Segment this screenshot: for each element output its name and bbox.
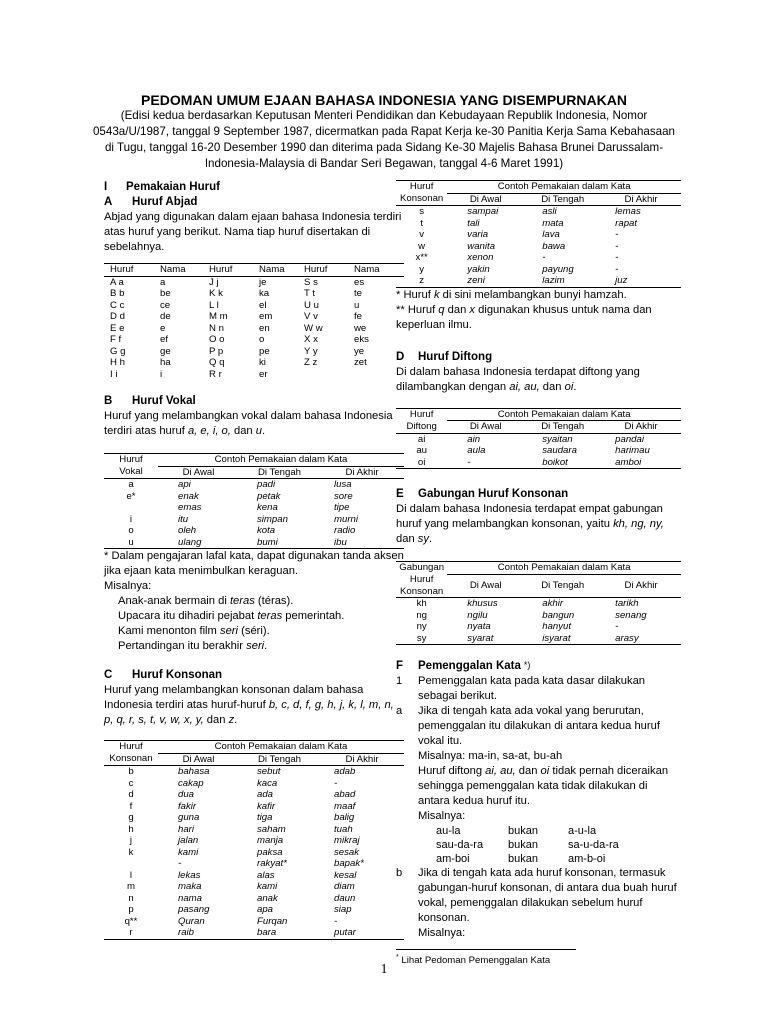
alphabet-row — [104, 323, 404, 335]
consonant-row — [104, 904, 404, 916]
gabungan-cell: tarikh — [615, 598, 639, 609]
alphabet-cell: ha — [160, 357, 171, 368]
alphabet-cell: O o — [209, 334, 225, 345]
alphabet-cell: Y y — [304, 345, 318, 357]
consonant-cell: adab — [334, 766, 356, 777]
consonant-cont-cell: zeni — [467, 275, 485, 286]
gabungan-table: Gabungan Contoh Pemakaian dalam Kata Huruf Di Awal Di Tengah Di Akhir Konsonan kh khusus akhir tarikh ng ngilu bangun senang ny nyata hanyut - sy syarat isyarat arasy — [396, 561, 681, 645]
consonant-row — [104, 835, 404, 847]
gabungan-cell: hanyut — [542, 621, 572, 632]
alphabet-cell: L l — [209, 299, 219, 311]
consonant-row — [104, 778, 404, 790]
consonant-cont-cell: bawa — [542, 240, 566, 252]
vowel-row — [104, 502, 404, 514]
consonant-cell: kafir — [257, 800, 276, 812]
consonant-cont-cell: lemas — [615, 206, 641, 217]
consonant-cell: - — [334, 915, 338, 927]
consonant-cont-cell: x** — [415, 252, 428, 263]
section-E-text: Di dalam bahasa Indonesia terdapat empat gabungan huruf yang melambangkan konsonan, yaitu kh, ng, ny, dan sy. — [396, 503, 664, 545]
vowel-example-3: Kami menonton film seri (séri). — [118, 625, 270, 637]
diftong-cell: - — [467, 456, 471, 468]
consonant-row — [104, 812, 404, 824]
alphabet-cell: u — [354, 299, 360, 311]
alphabet-cell: G g — [110, 345, 126, 357]
gabungan-cell: arasy — [615, 632, 639, 644]
vowel-cell: kota — [257, 525, 276, 536]
gabungan-cell: nyata — [467, 621, 491, 632]
rule-b-misalnya: Misalnya: — [418, 927, 466, 939]
alphabet-header-row: Huruf Nama Huruf Nama Huruf Nama — [104, 264, 404, 277]
alphabet-cell: te — [354, 288, 363, 299]
consonant-cont-cell: t — [420, 217, 423, 229]
left-column — [104, 180, 404, 940]
consonant-row — [104, 916, 404, 928]
consonant-row — [104, 766, 404, 778]
consonant-cell: sesak — [334, 846, 360, 858]
alphabet-cell: em — [259, 311, 273, 322]
vowel-cell: o — [128, 525, 134, 536]
vowel-cell: radio — [334, 525, 356, 536]
vowel-cell: oleh — [178, 525, 197, 536]
consonant-cell: - — [178, 858, 182, 869]
vowel-cell: lusa — [334, 479, 352, 490]
gabungan-cell: syarat — [467, 632, 494, 644]
consonant-cell: l — [129, 869, 133, 881]
pemenggalan-example-cell: am-boi — [436, 853, 470, 865]
vowel-cell: ulang — [178, 536, 202, 548]
alphabet-cell: zet — [354, 357, 367, 368]
vowel-cell: u — [128, 536, 134, 548]
consonant-cell: diam — [334, 881, 355, 892]
consonant-cell: kami — [178, 846, 199, 858]
alphabet-cell: i — [160, 368, 163, 380]
alphabet-cell: M m — [209, 311, 228, 322]
consonant-cell: daun — [334, 892, 356, 904]
alphabet-table — [104, 263, 404, 380]
gabungan-cell: akhir — [542, 598, 564, 609]
alphabet-cell: we — [354, 322, 367, 334]
consonant-cell: guna — [178, 812, 200, 823]
consonant-cont-row — [396, 241, 681, 253]
consonant-cell: siap — [334, 904, 352, 915]
page-number: 1 — [380, 962, 388, 977]
alphabet-cell: U u — [304, 299, 319, 311]
gabungan-cell: khusus — [467, 598, 498, 609]
consonant-cont-row — [396, 229, 681, 241]
pemenggalan-examples — [436, 824, 619, 866]
consonant-cell: ada — [257, 789, 274, 800]
alphabet-cell: ge — [160, 345, 171, 357]
consonant-cell: kesal — [334, 869, 357, 881]
vowel-cell: itu — [178, 513, 189, 525]
diftong-cell: harimau — [615, 445, 650, 456]
alphabet-cell: A a — [110, 276, 124, 288]
consonant-cell: balig — [334, 812, 355, 823]
alphabet-cell: pe — [259, 345, 270, 357]
footnote: * Lihat Pedoman Pemenggalan Kata — [396, 954, 551, 967]
alphabet-cell: e — [160, 322, 166, 334]
consonant-cell: bahasa — [178, 766, 210, 777]
consonant-cell: q** — [124, 915, 138, 927]
consonant-note-1: * Huruf k di sini melambangkan bunyi hamzah. — [396, 288, 627, 301]
pemenggalan-example-cell: bukan — [508, 839, 538, 851]
pemenggalan-example-cell: a-u-la — [568, 825, 597, 837]
pemenggalan-example-row — [436, 852, 619, 866]
consonant-cont-cell: sampai — [467, 206, 499, 217]
vowel-cell: bumi — [257, 536, 278, 548]
consonant-cell: bara — [257, 927, 277, 938]
consonant-cell: tiga — [257, 812, 273, 823]
consonant-cell: nama — [178, 892, 202, 904]
vowel-misalnya: Misalnya: — [104, 580, 152, 592]
consonant-cell: k — [128, 846, 134, 858]
diftong-table: Huruf Contoh Pemakaian dalam Kata Diftong Di Awal Di Tengah Di Akhir ai ain syaitan pandai au aula saudara harimau oi - boikot amboi — [396, 408, 681, 470]
consonant-cont-cell: - — [615, 240, 619, 252]
pemenggalan-example-cell: am-b-oi — [568, 853, 606, 865]
gabungan-row — [396, 598, 681, 610]
alphabet-cell: eks — [354, 334, 369, 345]
alphabet-row — [104, 357, 404, 369]
page-title: PEDOMAN UMUM EJAAN BAHASA INDONESIA YANG DISEMPURNAKAN — [141, 92, 627, 108]
consonant-cell: Quran — [178, 915, 205, 927]
alphabet-cell: T t — [304, 288, 316, 299]
consonant-cell: - — [334, 777, 338, 789]
alphabet-row — [104, 346, 404, 358]
consonant-cell: n — [128, 892, 134, 904]
vowel-cell: i — [129, 513, 133, 525]
consonant-cont-row — [396, 252, 681, 264]
consonant-cont-cell: - — [542, 252, 546, 263]
consonant-cell: apa — [257, 904, 274, 915]
vowel-row — [104, 479, 404, 491]
consonant-cont-cell: payung — [542, 263, 574, 275]
consonant-cont-cell: asli — [542, 206, 557, 217]
vowel-example-4: Pertandingan itu berakhir seri. — [118, 640, 268, 652]
vowel-cell: tipe — [334, 502, 350, 513]
diftong-cell: oi — [417, 456, 426, 468]
section-B-text: Huruf yang melambangkan vokal dalam bahasa Indonesia terdiri atas huruf a, e, i, o, dan u. — [104, 410, 393, 437]
alphabet-row — [104, 334, 404, 346]
consonant-cont-cell: z — [419, 275, 425, 286]
consonant-cell: tuah — [334, 823, 353, 835]
consonant-cell: d — [128, 789, 134, 800]
consonant-cont-cell: varia — [467, 229, 489, 240]
consonant-cell: raib — [178, 927, 194, 938]
section-D-text: Di dalam bahasa Indonesia terdapat diftong yang dilambangkan dengan ai, au, dan oi. — [396, 365, 640, 393]
alphabet-cell: el — [259, 299, 267, 311]
consonant-row — [104, 927, 404, 939]
section-heading-B: B Huruf Vokal — [104, 395, 196, 407]
rule-a-diftong: Huruf diftong ai, au, dan oi tidak pernah diceraikan sehingga pemenggalan kata tidak dilakukan di antara kedua huruf itu. — [418, 765, 669, 807]
rule-a: a Jika di tengah kata ada vokal yang berurutan, pemenggalan itu dilakukan di antara kedua huruf vokal itu. — [396, 705, 660, 747]
consonant-cell: maka — [178, 881, 202, 892]
consonant-cont-cell: yakin — [467, 263, 490, 275]
alphabet-cell: S s — [304, 276, 318, 288]
diftong-cell: aula — [467, 445, 486, 456]
consonant-row — [104, 801, 404, 813]
section-heading-C: C Huruf Konsonan — [104, 669, 223, 681]
consonant-row — [104, 893, 404, 905]
consonant-cell: fakir — [178, 800, 197, 812]
diftong-cell: ain — [467, 433, 481, 445]
gabungan-cell: isyarat — [542, 632, 571, 644]
consonant-cont-cell: s — [419, 206, 425, 217]
rule-b: b Jika di tengah kata ada huruf konsonan, termasuk gabungan-huruf konsonan, di antara dua buah huruf vokal, pemenggalan dilakukan sebelum huruf konsonan. — [396, 867, 677, 924]
vowel-example-1: Anak-anak bermain di teras (téras). — [118, 595, 294, 607]
consonant-cell: manja — [257, 835, 284, 846]
gabungan-cell: ngilu — [467, 609, 488, 621]
alphabet-cell: Z z — [304, 357, 318, 368]
alphabet-cell: a — [160, 276, 166, 288]
alphabet-cell: je — [259, 276, 267, 288]
consonant-cell: putar — [334, 927, 356, 938]
gabungan-row — [396, 610, 681, 622]
gabungan-cell: sy — [416, 632, 427, 644]
rule-a-misalnya: Misalnya: — [418, 810, 466, 822]
alphabet-cell: es — [354, 276, 365, 288]
alphabet-cell: fe — [354, 311, 363, 322]
vowel-cell: padi — [257, 479, 276, 490]
alphabet-row — [104, 276, 404, 288]
gabungan-cell: ng — [416, 609, 427, 621]
consonant-cont-cell: lava — [542, 229, 560, 240]
gabungan-cell: senang — [615, 609, 647, 621]
consonant-cont-row — [396, 275, 681, 287]
gabungan-cell: kh — [416, 598, 427, 609]
consonant-cell: kaca — [257, 777, 278, 789]
consonant-cont-cell: v — [419, 229, 425, 240]
consonant-cell: dua — [178, 789, 195, 800]
consonant-cont-cell: - — [615, 252, 619, 263]
diftong-cell: ai — [417, 433, 426, 445]
diftong-cell: boikot — [542, 456, 568, 468]
consonant-cell — [104, 858, 158, 870]
vowel-note: * Dalam pengajaran lafal kata, dapat digunakan tanda aksen jika ejaan kata menimbulkan keraguan. — [104, 550, 404, 577]
alphabet-cell: E e — [110, 322, 125, 334]
alphabet-cell: ka — [259, 288, 270, 299]
vowel-cell: petak — [257, 490, 281, 502]
vowel-cell: api — [178, 479, 191, 490]
alphabet-cell: C c — [110, 299, 125, 311]
consonant-cell: j — [129, 835, 133, 846]
page-subtitle: (Edisi kedua berdasarkan Keputusan Menteri Pendidikan dan Kebudayaan Republik Indonesia, Nomor 0543a/U/1987, tanggal 9 September 1987, dicermatkan pada Rapat Kerja ke-30 Panitia Kerja Sama Kebahasaan di Tugu, tanggal 16-20 Desember 1990 dan diterima pada Sidang Ke-30 Majelis Bahasa Brunei Darussalam-Indonesia-Malaysia di Bandar Seri Begawan, tanggal 4-6 Maret 1991) — [92, 109, 675, 170]
pemenggalan-example-row — [436, 824, 619, 838]
consonant-cont-cell: y — [419, 263, 425, 275]
alphabet-cell: H h — [110, 357, 125, 368]
alphabet-cell: Q q — [209, 357, 225, 368]
consonant-cont-row — [396, 206, 681, 218]
alphabet-cell: P p — [209, 345, 224, 357]
consonant-row — [104, 858, 404, 870]
consonant-cell: p — [128, 904, 134, 915]
consonant-cell: g — [128, 812, 134, 823]
alphabet-cell: K k — [209, 288, 223, 299]
consonant-cell: alas — [257, 869, 275, 881]
vowel-cell: sore — [334, 490, 353, 502]
consonant-cont-cell: wanita — [467, 240, 496, 252]
consonant-cell: pasang — [178, 904, 210, 915]
vowel-cell: kena — [257, 502, 278, 513]
consonant-cell: rakyat* — [257, 858, 287, 869]
vowel-row — [104, 525, 404, 537]
consonant-cell: maaf — [334, 800, 356, 812]
vowel-cell: a — [128, 479, 134, 490]
alphabet-cell: er — [259, 368, 268, 380]
gabungan-cell: bangun — [542, 609, 575, 621]
consonant-cell: c — [128, 777, 134, 789]
consonant-cell: kami — [257, 881, 278, 892]
section-heading-E: E Gabungan Huruf Konsonan — [396, 488, 569, 500]
consonant-cont-row — [396, 218, 681, 230]
section-A-text: Abjad yang digunakan dalam ejaan bahasa Indonesia terdiri atas huruf yang berikut. Nama tiap huruf disertakan di sebelahnya. — [104, 211, 402, 253]
consonant-cont-cell: lazim — [542, 275, 565, 286]
vowel-cell: e* — [126, 490, 136, 502]
diftong-cell: saudara — [542, 445, 577, 456]
alphabet-cell: ce — [160, 299, 171, 311]
alphabet-cell: D d — [110, 311, 125, 322]
consonant-cont-cell: - — [615, 263, 619, 275]
pemenggalan-example-cell: sau-da-ra — [436, 839, 484, 851]
alphabet-cell: I i — [110, 368, 118, 380]
pemenggalan-example-cell: sa-u-da-ra — [568, 839, 619, 851]
rule-a-example: Misalnya: ma-in, sa-at, bu-ah — [418, 750, 563, 762]
consonant-cell: hari — [178, 823, 194, 835]
consonant-row — [104, 847, 404, 859]
consonant-cont-cell: rapat — [615, 217, 638, 229]
consonant-cell: sebut — [257, 766, 281, 777]
consonant-cell: mikraj — [334, 835, 360, 846]
section-heading-A: A Huruf Abjad — [104, 196, 198, 208]
section-heading-I: I Pemakaian Huruf — [104, 181, 220, 193]
vowel-row — [104, 537, 404, 549]
vowel-cell: simpan — [257, 513, 288, 525]
vowel-cell: emas — [178, 502, 202, 513]
alphabet-row — [104, 369, 404, 381]
consonant-cont-cell: xenon — [467, 252, 494, 263]
consonant-cell: abad — [334, 789, 356, 800]
alphabet-cell: X x — [304, 334, 318, 345]
alphabet-cell: F f — [110, 334, 122, 345]
consonant-cell: bapak* — [334, 858, 364, 869]
diftong-row — [396, 457, 681, 469]
consonant-cell: b — [128, 766, 134, 777]
consonant-cell: cakap — [178, 777, 204, 789]
pemenggalan-example-cell: bukan — [508, 853, 538, 865]
consonant-row — [104, 824, 404, 836]
rule-1: 1 Pemenggalan kata pada kata dasar dilakukan sebagai berikut. — [396, 675, 646, 702]
alphabet-cell: R r — [209, 368, 222, 380]
vowel-cell — [104, 502, 158, 514]
pemenggalan-example-cell: au-la — [436, 825, 461, 837]
consonant-cell: paksa — [257, 846, 283, 858]
section-heading-F: F Pemenggalan Kata *) — [396, 660, 531, 672]
alphabet-cell: B b — [110, 288, 125, 299]
alphabet-cell: be — [160, 288, 171, 299]
consonant-cell: jalan — [178, 835, 199, 846]
consonant-cont-cell: tali — [467, 217, 480, 229]
gabungan-row — [396, 633, 681, 645]
alphabet-cell: ef — [160, 334, 169, 345]
vowel-row — [104, 491, 404, 503]
section-C-text: Huruf yang melambangkan konsonan dalam bahasa Indonesia terdiri atas huruf-huruf b, c, d, f, g, h, j, k, l, m, n, p, q, r, s, t, v, w, x, y, dan z. — [104, 684, 394, 726]
consonant-cell: f — [129, 800, 133, 812]
consonant-cont-cell: mata — [542, 217, 564, 229]
consonant-cell: m — [127, 881, 135, 892]
consonant-note-2: ** Huruf q dan x digunakan khusus untuk nama dan keperluan ilmu. — [396, 303, 652, 331]
alphabet-row — [104, 311, 404, 323]
alphabet-cell: ye — [354, 345, 365, 357]
alphabet-cell: ki — [259, 357, 266, 368]
vowel-cell: ibu — [334, 536, 347, 548]
alphabet-cell — [302, 369, 350, 381]
gabungan-cell: ny — [416, 621, 427, 632]
alphabet-cell: V v — [304, 311, 318, 322]
diftong-cell: pandai — [615, 433, 644, 445]
gabungan-cell: - — [615, 621, 619, 632]
alphabet-cell: de — [160, 311, 171, 322]
diftong-cell: syaitan — [542, 433, 573, 445]
consonant-cont-cell: juz — [615, 275, 628, 286]
consonant-row — [104, 870, 404, 882]
consonant-cell: Furqan — [257, 915, 288, 927]
alphabet-cell: en — [259, 322, 270, 334]
diftong-row — [396, 445, 681, 457]
consonant-row — [104, 881, 404, 893]
section-heading-D: D Huruf Diftong — [396, 350, 493, 363]
alphabet-row — [104, 300, 404, 312]
alphabet-cell: W w — [304, 322, 323, 334]
vowel-cell: enak — [178, 490, 199, 502]
consonant-cell: saham — [257, 823, 286, 835]
consonant-cell: anak — [257, 892, 278, 904]
alphabet-cell: N n — [209, 322, 224, 334]
consonant-cell: h — [128, 823, 134, 835]
vowel-table: Huruf Contoh Pemakaian dalam Kata Vokal Di Awal Di Tengah Di Akhir a api padi lusa e* enak petak sore emas kena tipe i itu simpan murni o oleh kota radio u ulang bumi ibu — [104, 453, 404, 549]
consonant-cont-cell: w — [418, 240, 426, 252]
consonant-cell: lekas — [178, 869, 201, 881]
pemenggalan-example-cell: bukan — [508, 825, 538, 837]
consonant-row — [104, 789, 404, 801]
consonant-table: Huruf Contoh Pemakaian dalam Kata Konsonan Di Awal Di Tengah Di Akhir b bahasa sebut adab c cakap kaca - d dua ada abad f fakir kafir maaf g guna tiga balig h hari saham tuah j jalan manja mikraj k kami paksa sesak - rakyat* bapak* l lekas alas kesal m maka kami diam n nama anak daun p pasang apa siap q** Quran Furqan - r raib bara putar — [104, 740, 404, 940]
diftong-row — [396, 433, 681, 445]
consonant-cont-row — [396, 264, 681, 276]
consonant-cell: r — [129, 927, 133, 938]
pemenggalan-example-row — [436, 838, 619, 852]
alphabet-cell: J j — [209, 276, 219, 288]
vowel-row — [104, 514, 404, 526]
diftong-cell: au — [416, 445, 427, 456]
alphabet-row — [104, 288, 404, 300]
gabungan-row — [396, 621, 681, 633]
vowel-example-2: Upacara itu dihadiri pejabat teras pemerintah. — [118, 610, 345, 622]
footnote-divider — [396, 949, 576, 950]
diftong-cell: amboi — [615, 456, 642, 468]
alphabet-cell: o — [259, 334, 265, 345]
consonant-table-continued: Huruf Contoh Pemakaian dalam Kata Konsonan Di Awal Di Tengah Di Akhir s sampai asli lemas t tali mata rapat v varia lava - w wanita bawa - x** xenon - - y yakin payung - z zeni lazim juz — [396, 180, 681, 288]
consonant-cont-cell: - — [615, 229, 619, 240]
vowel-cell: murni — [334, 513, 358, 525]
right-column — [396, 180, 681, 966]
